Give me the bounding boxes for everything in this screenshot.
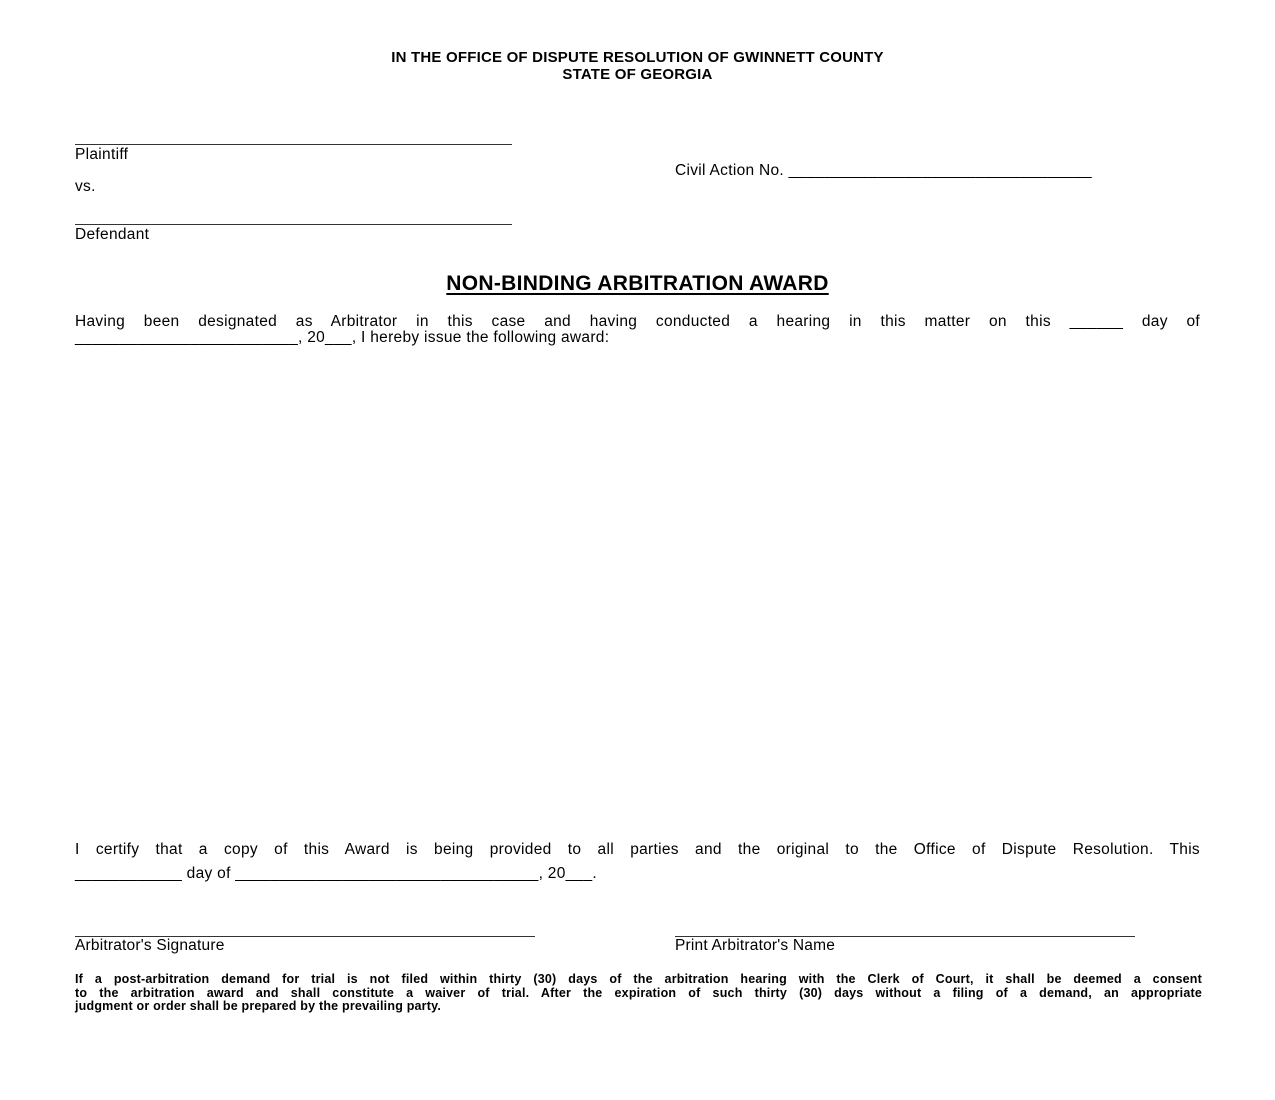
plaintiff-name-line[interactable] bbox=[75, 144, 512, 145]
civil-action-label: Civil Action No. bbox=[675, 162, 789, 179]
intro-line2: _________________________, 20___, I hereby issue the following award: bbox=[75, 329, 610, 346]
footnote-line2: to the arbitration award and shall constitute a waiver of trial. After the expiration of such thirty (30) days without a filing of a demand, an appropriate bbox=[75, 986, 1202, 1000]
civil-action-field bbox=[675, 162, 1092, 180]
versus-label: vs. bbox=[75, 178, 96, 195]
arbitrator-print-name-label: Print Arbitrator's Name bbox=[675, 937, 836, 954]
civil-action-number-blank[interactable]: __________________________________ bbox=[788, 162, 1092, 179]
award-body-area[interactable] bbox=[75, 355, 1200, 825]
certification-line1: I certify that a copy of this Award is being provided to all parties and the original to the Office of Dispute Resolution. This bbox=[75, 841, 1200, 858]
certification-line2: ____________ day of __________________________________, 20___. bbox=[75, 865, 597, 882]
document-title: NON-BINDING ARBITRATION AWARD bbox=[446, 272, 829, 295]
arbitrator-signature-label: Arbitrator's Signature bbox=[75, 937, 225, 954]
defendant-label: Defendant bbox=[75, 226, 150, 243]
court-header-line2: STATE OF GEORGIA bbox=[562, 66, 713, 83]
footnote-line1: If a post-arbitration demand for trial is not filed within thirty (30) days of the arbitration hearing with the Clerk of Court, it shall be deemed a consent bbox=[75, 972, 1202, 986]
intro-line1: Having been designated as Arbitrator in this case and having conducted a hearing in this matter on this ______ day of bbox=[75, 313, 1200, 330]
court-header-line1: IN THE OFFICE OF DISPUTE RESOLUTION OF GWINNETT COUNTY bbox=[391, 49, 884, 66]
plaintiff-label: Plaintiff bbox=[75, 146, 129, 163]
footnote-line3: judgment or order shall be prepared by the prevailing party. bbox=[75, 999, 442, 1013]
defendant-name-line[interactable] bbox=[75, 224, 512, 225]
